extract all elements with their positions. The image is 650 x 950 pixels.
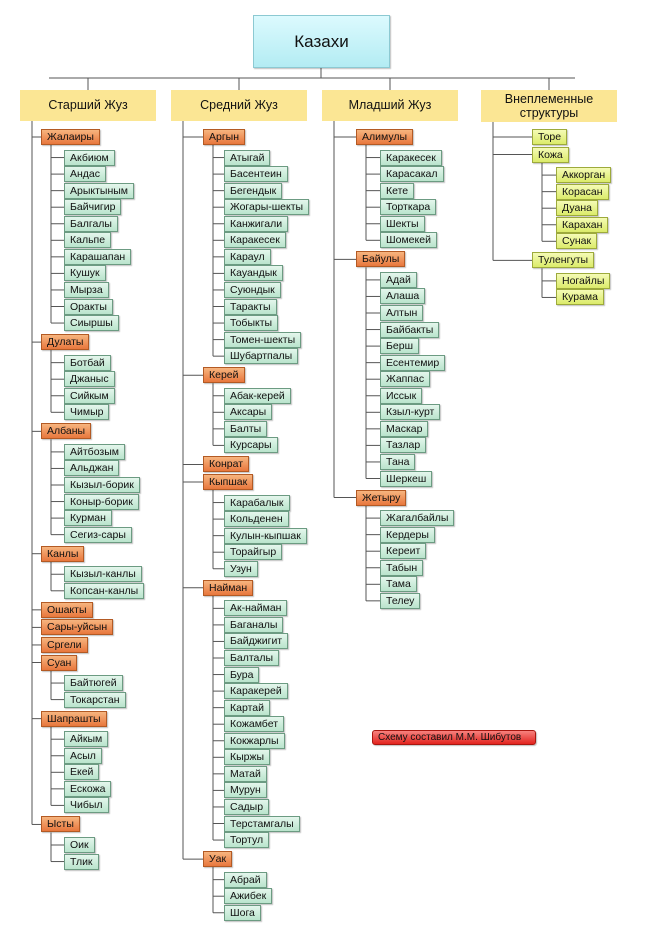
clan-box: Жетыру bbox=[356, 490, 406, 506]
subclan-box: Ногайлы bbox=[556, 273, 610, 289]
subclan-box: Шеркеш bbox=[380, 471, 432, 487]
clan-box: Суан bbox=[41, 655, 77, 671]
clan-box: Албаны bbox=[41, 423, 91, 439]
subclan-box: Балталы bbox=[224, 650, 279, 666]
subclan-box: Тана bbox=[380, 454, 415, 470]
subclan-box: Таракты bbox=[224, 299, 277, 315]
clan-box: Уак bbox=[203, 851, 232, 867]
subclan-box: Шубартпалы bbox=[224, 348, 298, 364]
subclan-box: Атыгай bbox=[224, 150, 270, 166]
clan-box: Туленгуты bbox=[532, 252, 594, 268]
clan-box: Кыпшак bbox=[203, 474, 253, 490]
clan-box: Конрат bbox=[203, 456, 249, 472]
subclan-box: Чимыр bbox=[64, 404, 109, 420]
subclan-box: Матай bbox=[224, 766, 267, 782]
subclan-box: Терстамгалы bbox=[224, 816, 300, 832]
subclan-box: Иссык bbox=[380, 388, 422, 404]
subclan-box: Тама bbox=[380, 576, 417, 592]
subclan-box: Кожамбет bbox=[224, 716, 284, 732]
subclan-box: Узун bbox=[224, 561, 258, 577]
subclan-box: Айкым bbox=[64, 731, 108, 747]
root-title-box: Казахи bbox=[253, 15, 390, 68]
clan-box: Канлы bbox=[41, 546, 84, 562]
clan-box: Кожа bbox=[532, 147, 569, 163]
subclan-box: Телеу bbox=[380, 593, 420, 609]
subclan-box: Шога bbox=[224, 905, 261, 921]
subclan-box: Томен-шекты bbox=[224, 332, 301, 348]
subclan-box: Кауандык bbox=[224, 265, 283, 281]
subclan-box: Байчигир bbox=[64, 199, 121, 215]
subclan-box: Екей bbox=[64, 764, 99, 780]
subclan-box: Байбакты bbox=[380, 322, 439, 338]
zhuz-header: Средний Жуз bbox=[171, 90, 307, 121]
subclan-box: Балгалы bbox=[64, 216, 118, 232]
subclan-box: Торткара bbox=[380, 199, 436, 215]
subclan-box: Кокжарлы bbox=[224, 733, 285, 749]
subclan-box: Коныр-борик bbox=[64, 494, 139, 510]
clan-box: Шапрашты bbox=[41, 711, 107, 727]
subclan-box: Тлик bbox=[64, 854, 99, 870]
clan-box: Ошакты bbox=[41, 602, 93, 618]
subclan-box: Тобыкты bbox=[224, 315, 278, 331]
subclan-box: Ажибек bbox=[224, 888, 272, 904]
subclan-box: Мырза bbox=[64, 282, 109, 298]
subclan-box: Ак-найман bbox=[224, 600, 287, 616]
subclan-box: Аксары bbox=[224, 404, 272, 420]
subclan-box: Баганалы bbox=[224, 617, 283, 633]
clan-box: Найман bbox=[203, 580, 253, 596]
clan-box: Байулы bbox=[356, 251, 405, 267]
clan-box: Аргын bbox=[203, 129, 245, 145]
subclan-box: Балты bbox=[224, 421, 267, 437]
subclan-box: Джаныс bbox=[64, 371, 115, 387]
subclan-box: Токарстан bbox=[64, 692, 126, 708]
subclan-box: Садыр bbox=[224, 799, 269, 815]
clan-box: Сары-уйсын bbox=[41, 619, 113, 635]
subclan-box: Карабалык bbox=[224, 495, 290, 511]
clan-box: Сргели bbox=[41, 637, 88, 653]
subclan-box: Альджан bbox=[64, 460, 119, 476]
subclan-box: Жогары-шекты bbox=[224, 199, 309, 215]
subclan-box: Канжигали bbox=[224, 216, 288, 232]
subclan-box: Тортул bbox=[224, 832, 269, 848]
subclan-box: Асыл bbox=[64, 748, 102, 764]
subclan-box: Адай bbox=[380, 272, 417, 288]
subclan-box: Сиыршы bbox=[64, 315, 119, 331]
subclan-box: Сегиз-сары bbox=[64, 527, 132, 543]
subclan-box: Карашапан bbox=[64, 249, 131, 265]
subclan-box: Берш bbox=[380, 338, 419, 354]
subclan-box: Айтбозым bbox=[64, 444, 125, 460]
subclan-box: Кзыл-курт bbox=[380, 404, 440, 420]
subclan-box: Кальпе bbox=[64, 232, 111, 248]
subclan-box: Кыржы bbox=[224, 749, 270, 765]
subclan-box: Кулын-кыпшак bbox=[224, 528, 307, 544]
subclan-box: Копсан-канлы bbox=[64, 583, 144, 599]
zhuz-header: Внеплеменные структуры bbox=[481, 90, 617, 122]
subclan-box: Кете bbox=[380, 183, 414, 199]
subclan-box: Есентемир bbox=[380, 355, 445, 371]
subclan-box: Суюндык bbox=[224, 282, 281, 298]
clan-box: Торе bbox=[532, 129, 567, 145]
subclan-box: Сийкым bbox=[64, 388, 115, 404]
subclan-box: Картай bbox=[224, 700, 270, 716]
subclan-box: Аккорган bbox=[556, 167, 611, 183]
subclan-box: Бура bbox=[224, 667, 259, 683]
subclan-box: Каракесек bbox=[380, 150, 442, 166]
subclan-box: Табын bbox=[380, 560, 423, 576]
subclan-box: Жаппас bbox=[380, 371, 430, 387]
subclan-box: Караул bbox=[224, 249, 271, 265]
subclan-box: Шекты bbox=[380, 216, 425, 232]
subclan-box: Кердеры bbox=[380, 527, 435, 543]
subclan-box: Карахан bbox=[556, 217, 608, 233]
subclan-box: Кызыл-борик bbox=[64, 477, 140, 493]
subclan-box: Ескожа bbox=[64, 781, 111, 797]
subclan-box: Маскар bbox=[380, 421, 428, 437]
subclan-box: Алтын bbox=[380, 305, 423, 321]
subclan-box: Торайгыр bbox=[224, 544, 282, 560]
subclan-box: Каракерей bbox=[224, 683, 288, 699]
subclan-box: Бегендык bbox=[224, 183, 282, 199]
clan-box: Ысты bbox=[41, 816, 80, 832]
subclan-box: Курсары bbox=[224, 437, 278, 453]
subclan-box: Чибыл bbox=[64, 797, 109, 813]
author-note: Схему составил М.М. Шибутов bbox=[372, 730, 536, 745]
subclan-box: Арыктыным bbox=[64, 183, 134, 199]
subclan-box: Басентеин bbox=[224, 166, 288, 182]
subclan-box: Кызыл-канлы bbox=[64, 566, 142, 582]
subclan-box: Кольденен bbox=[224, 511, 289, 527]
subclan-box: Курман bbox=[64, 510, 112, 526]
subclan-box: Дуана bbox=[556, 200, 598, 216]
clan-box: Керей bbox=[203, 367, 245, 383]
subclan-box: Абрай bbox=[224, 872, 267, 888]
subclan-box: Байджигит bbox=[224, 633, 288, 649]
subclan-box: Байтюгей bbox=[64, 675, 123, 691]
subclan-box: Андас bbox=[64, 166, 106, 182]
subclan-box: Ботбай bbox=[64, 355, 111, 371]
clan-box: Алимулы bbox=[356, 129, 413, 145]
subclan-box: Корасан bbox=[556, 184, 609, 200]
zhuz-header: Младший Жуз bbox=[322, 90, 458, 121]
subclan-box: Жагалбайлы bbox=[380, 510, 454, 526]
subclan-box: Курама bbox=[556, 289, 604, 305]
subclan-box: Тазлар bbox=[380, 437, 426, 453]
clan-box: Жалаиры bbox=[41, 129, 100, 145]
subclan-box: Шомекей bbox=[380, 232, 437, 248]
subclan-box: Кереит bbox=[380, 543, 426, 559]
subclan-box: Карасакал bbox=[380, 166, 444, 182]
subclan-box: Оракты bbox=[64, 299, 113, 315]
subclan-box: Абак-керей bbox=[224, 388, 291, 404]
subclan-box: Акбиюм bbox=[64, 150, 115, 166]
subclan-box: Алаша bbox=[380, 288, 425, 304]
subclan-box: Кушук bbox=[64, 265, 106, 281]
zhuz-header: Старший Жуз bbox=[20, 90, 156, 121]
subclan-box: Каракесек bbox=[224, 232, 286, 248]
subclan-box: Оик bbox=[64, 837, 95, 853]
clan-box: Дулаты bbox=[41, 334, 89, 350]
subclan-box: Мурун bbox=[224, 782, 267, 798]
subclan-box: Сунак bbox=[556, 233, 597, 249]
